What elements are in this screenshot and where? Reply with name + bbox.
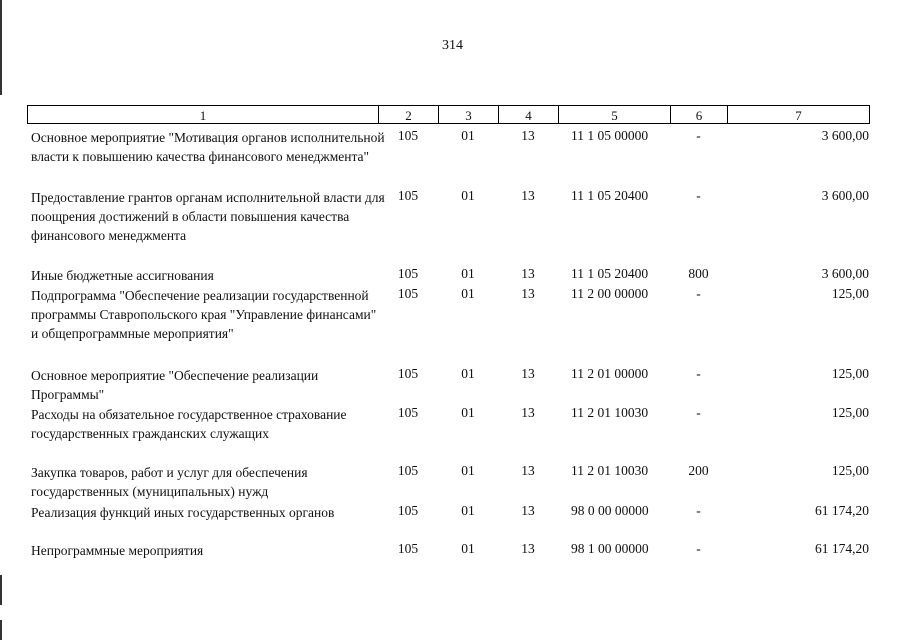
row-name: Непрограммные мероприятия [31,543,204,558]
page-number: 314 [442,38,463,53]
cell-col-2: 105 [397,405,419,420]
cell-col-4: 13 [521,128,535,143]
cell-col-3: 01 [461,405,475,420]
cell-col-3: 01 [461,541,475,556]
row-name: Предоставление грантов органам исполнительной власти для поощрения достижений в области повышения качества финансового менеджмента [31,190,385,243]
header-col-5: 5 [558,105,670,124]
cell-col-5: 98 1 00 00000 [571,541,649,556]
row-name: Иные бюджетные ассигнования [31,268,214,283]
cell-col-5: 98 0 00 00000 [571,503,649,518]
cell-col-7: 61 174,20 [815,541,869,556]
cell-col-6: - [696,128,701,143]
cell-col-4: 13 [521,266,535,281]
cell-col-2: 105 [397,286,419,301]
row-name: Основное мероприятие "Обеспечение реализации Программы" [31,368,319,402]
header-col-4: 4 [498,105,558,124]
cell-col-7: 125,00 [831,405,869,420]
header-col-1: 1 [27,105,378,124]
cell-col-6: - [696,503,701,518]
cell-col-3: 01 [461,463,475,478]
cell-col-2: 105 [397,463,419,478]
cell-col-5: 11 2 01 00000 [571,366,649,381]
cell-col-4: 13 [521,286,535,301]
row-name: Закупка товаров, работ и услуг для обеспечения государственных (муниципальных) нужд [31,465,308,499]
cell-col-3: 01 [461,286,475,301]
cell-col-6: - [696,366,701,381]
cell-col-4: 13 [521,541,535,556]
cell-col-7: 3 600,00 [821,128,869,143]
cell-col-4: 13 [521,405,535,420]
header-col-6: 6 [670,105,727,124]
cell-col-2: 105 [397,503,419,518]
cell-col-4: 13 [521,463,535,478]
cell-col-3: 01 [461,266,475,281]
cell-col-7: 125,00 [831,463,869,478]
cell-col-7: 125,00 [831,286,869,301]
cell-col-4: 13 [521,366,535,381]
row-name: Реализация функций иных государственных органов [31,505,335,520]
cell-col-7: 3 600,00 [821,266,869,281]
row-name: Основное мероприятие "Мотивация органов исполнительной власти к повышению качества финансового менеджмента" [31,130,385,164]
cell-col-6: - [696,405,701,420]
cell-col-5: 11 1 05 00000 [571,128,649,143]
cell-col-2: 105 [397,541,419,556]
scan-margin-line [0,620,2,640]
cell-col-2: 105 [397,128,419,143]
cell-col-3: 01 [461,503,475,518]
cell-col-5: 11 2 01 10030 [571,405,649,420]
cell-col-2: 105 [397,188,419,203]
cell-col-7: 125,00 [831,366,869,381]
cell-col-4: 13 [521,188,535,203]
scan-margin-line [0,0,2,95]
cell-col-7: 61 174,20 [815,503,869,518]
cell-col-6: - [696,541,701,556]
cell-col-5: 11 1 05 20400 [571,188,649,203]
header-col-7: 7 [727,105,870,124]
cell-col-3: 01 [461,128,475,143]
cell-col-6: - [696,188,701,203]
scan-margin-line [0,575,2,605]
cell-col-5: 11 1 05 20400 [571,266,649,281]
cell-col-3: 01 [461,366,475,381]
cell-col-3: 01 [461,188,475,203]
cell-col-2: 105 [397,266,419,281]
cell-col-5: 11 2 01 10030 [571,463,649,478]
row-name: Расходы на обязательное государственное страхование государственных гражданских служащих [31,407,347,441]
cell-col-7: 3 600,00 [821,188,869,203]
cell-col-2: 105 [397,366,419,381]
header-col-2: 2 [378,105,438,124]
header-col-3: 3 [438,105,498,124]
cell-col-6: 200 [688,463,709,478]
cell-col-6: - [696,286,701,301]
cell-col-6: 800 [688,266,709,281]
cell-col-5: 11 2 00 00000 [571,286,649,301]
cell-col-4: 13 [521,503,535,518]
row-name: Подпрограмма "Обеспечение реализации государственной программы Ставропольского края "Управление финансами" и общепрограммные мероприятия" [31,288,377,341]
